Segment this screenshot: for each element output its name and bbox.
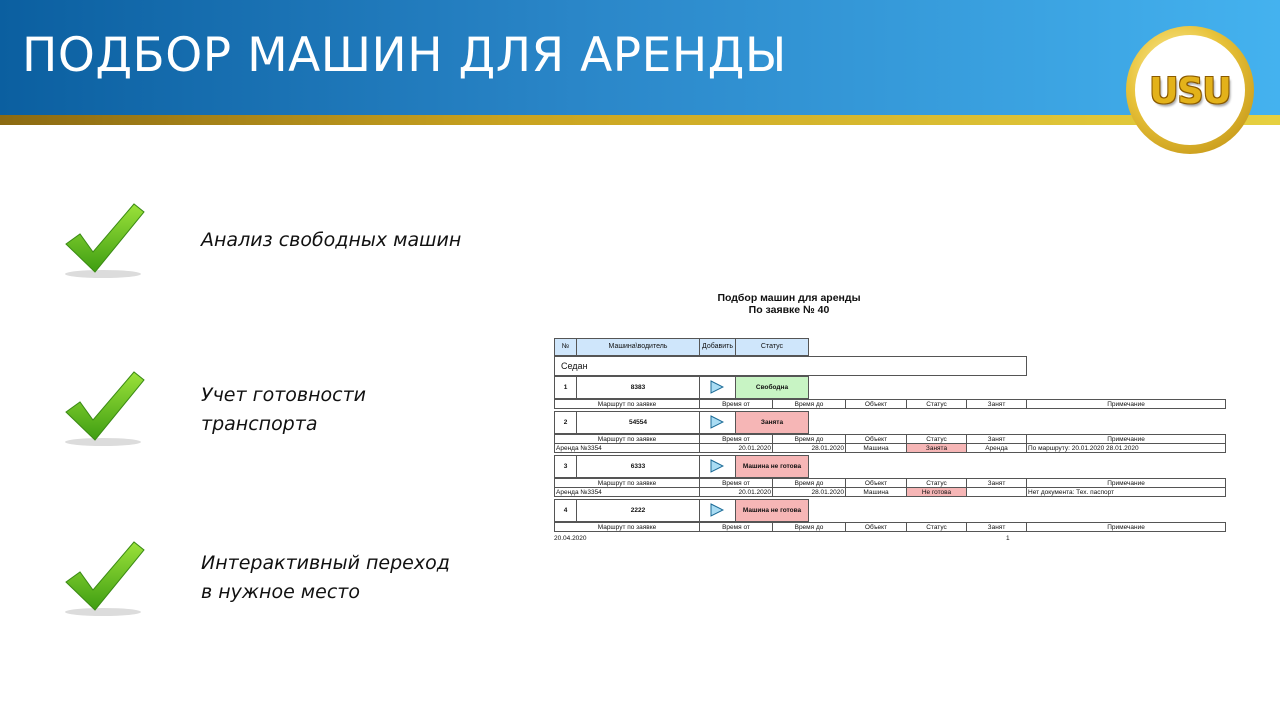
- feature-line: Интерактивный переход: [201, 552, 450, 574]
- subheader-object: Объект: [845, 434, 907, 444]
- feature-line: Учет готовности: [201, 384, 367, 406]
- checkmark-icon: [58, 538, 148, 618]
- car-number: 54554: [576, 411, 700, 434]
- detail-object: Машина: [845, 443, 907, 453]
- car-row-num: 4: [554, 499, 577, 522]
- subheader-route: Маршрут по заявке: [554, 399, 700, 409]
- car-number: 2222: [576, 499, 700, 522]
- play-icon: [710, 380, 724, 394]
- feature-line: Анализ свободных машин: [201, 229, 462, 251]
- checkmark-icon: [58, 200, 148, 280]
- feature-interactive: [201, 549, 450, 607]
- add-car-button[interactable]: [699, 499, 736, 522]
- report-page: 1: [1006, 535, 1010, 542]
- car-row-num: 2: [554, 411, 577, 434]
- detail-note: По маршруту: 20.01.2020 28.01.2020: [1026, 443, 1226, 453]
- header-num: №: [554, 338, 577, 356]
- car-status-badge: Занята: [735, 411, 809, 434]
- group-sedan: Седан: [554, 356, 1027, 376]
- car-status-badge: Машина не готова: [735, 499, 809, 522]
- feature-free-cars: [201, 226, 461, 255]
- subheader-note: Примечание: [1026, 434, 1226, 444]
- car-row-num: 3: [554, 455, 577, 478]
- subheader-busy: Занят: [966, 522, 1027, 532]
- feature-line: в нужное место: [201, 581, 360, 603]
- header-status: Статус: [735, 338, 809, 356]
- detail-time-to: 28.01.2020: [772, 443, 846, 453]
- subheader-object: Объект: [845, 399, 907, 409]
- header-add: Добавить: [699, 338, 736, 356]
- subheader-time-to: Время до: [772, 434, 846, 444]
- header-car-driver: Машина\водитель: [576, 338, 700, 356]
- detail-object: Машина: [845, 487, 907, 497]
- subheader-object: Объект: [845, 522, 907, 532]
- car-row-num: 1: [554, 376, 577, 399]
- logo-text: USU: [1149, 71, 1231, 112]
- add-car-button[interactable]: [699, 455, 736, 478]
- subheader-note: Примечание: [1026, 478, 1226, 488]
- subheader-note: Примечание: [1026, 399, 1226, 409]
- add-car-button[interactable]: [699, 411, 736, 434]
- subheader-busy: Занят: [966, 399, 1027, 409]
- play-icon: [710, 415, 724, 429]
- subheader-time-from: Время от: [699, 399, 773, 409]
- detail-status: Не готова: [906, 487, 967, 497]
- subheader-busy: Занят: [966, 478, 1027, 488]
- subheader-route: Маршрут по заявке: [554, 478, 700, 488]
- slide-title: ПОДБОР МАШИН ДЛЯ АРЕНДЫ: [22, 28, 787, 83]
- feature-line: транспорта: [201, 413, 318, 435]
- subheader-object: Объект: [845, 478, 907, 488]
- subheader-time-from: Время от: [699, 522, 773, 532]
- car-status-badge: Свободна: [735, 376, 809, 399]
- subheader-time-to: Время до: [772, 399, 846, 409]
- subheader-status: Статус: [906, 522, 967, 532]
- detail-note: Нет документа: Тех. паспорт: [1026, 487, 1226, 497]
- play-icon: [710, 459, 724, 473]
- subheader-time-from: Время от: [699, 434, 773, 444]
- subheader-route: Маршрут по заявке: [554, 434, 700, 444]
- detail-status: Занята: [906, 443, 967, 453]
- car-number: 8383: [576, 376, 700, 399]
- subheader-status: Статус: [906, 399, 967, 409]
- detail-time-from: 20.01.2020: [699, 443, 773, 453]
- subheader-status: Статус: [906, 478, 967, 488]
- detail-time-to: 28.01.2020: [772, 487, 846, 497]
- detail-busy: Аренда: [966, 443, 1027, 453]
- car-number: 6333: [576, 455, 700, 478]
- usu-logo: [1126, 26, 1254, 154]
- subheader-time-to: Время до: [772, 522, 846, 532]
- rental-report: [554, 290, 1226, 545]
- detail-busy: [966, 487, 1027, 497]
- report-subtitle: По заявке № 40: [748, 304, 830, 316]
- detail-route: Аренда №3354: [554, 487, 700, 497]
- car-status-badge: Машина не готова: [735, 455, 809, 478]
- subheader-status: Статус: [906, 434, 967, 444]
- add-car-button[interactable]: [699, 376, 736, 399]
- subheader-note: Примечание: [1026, 522, 1226, 532]
- report-title: Подбор машин для аренды: [717, 292, 861, 304]
- gold-stripe: [0, 115, 1280, 125]
- detail-time-from: 20.01.2020: [699, 487, 773, 497]
- subheader-time-from: Время от: [699, 478, 773, 488]
- report-date: 20.04.2020: [554, 535, 587, 542]
- detail-route: Аренда №3354: [554, 443, 700, 453]
- subheader-time-to: Время до: [772, 478, 846, 488]
- play-icon: [710, 503, 724, 517]
- subheader-busy: Занят: [966, 434, 1027, 444]
- feature-readiness: [201, 381, 366, 439]
- checkmark-icon: [58, 368, 148, 448]
- subheader-route: Маршрут по заявке: [554, 522, 700, 532]
